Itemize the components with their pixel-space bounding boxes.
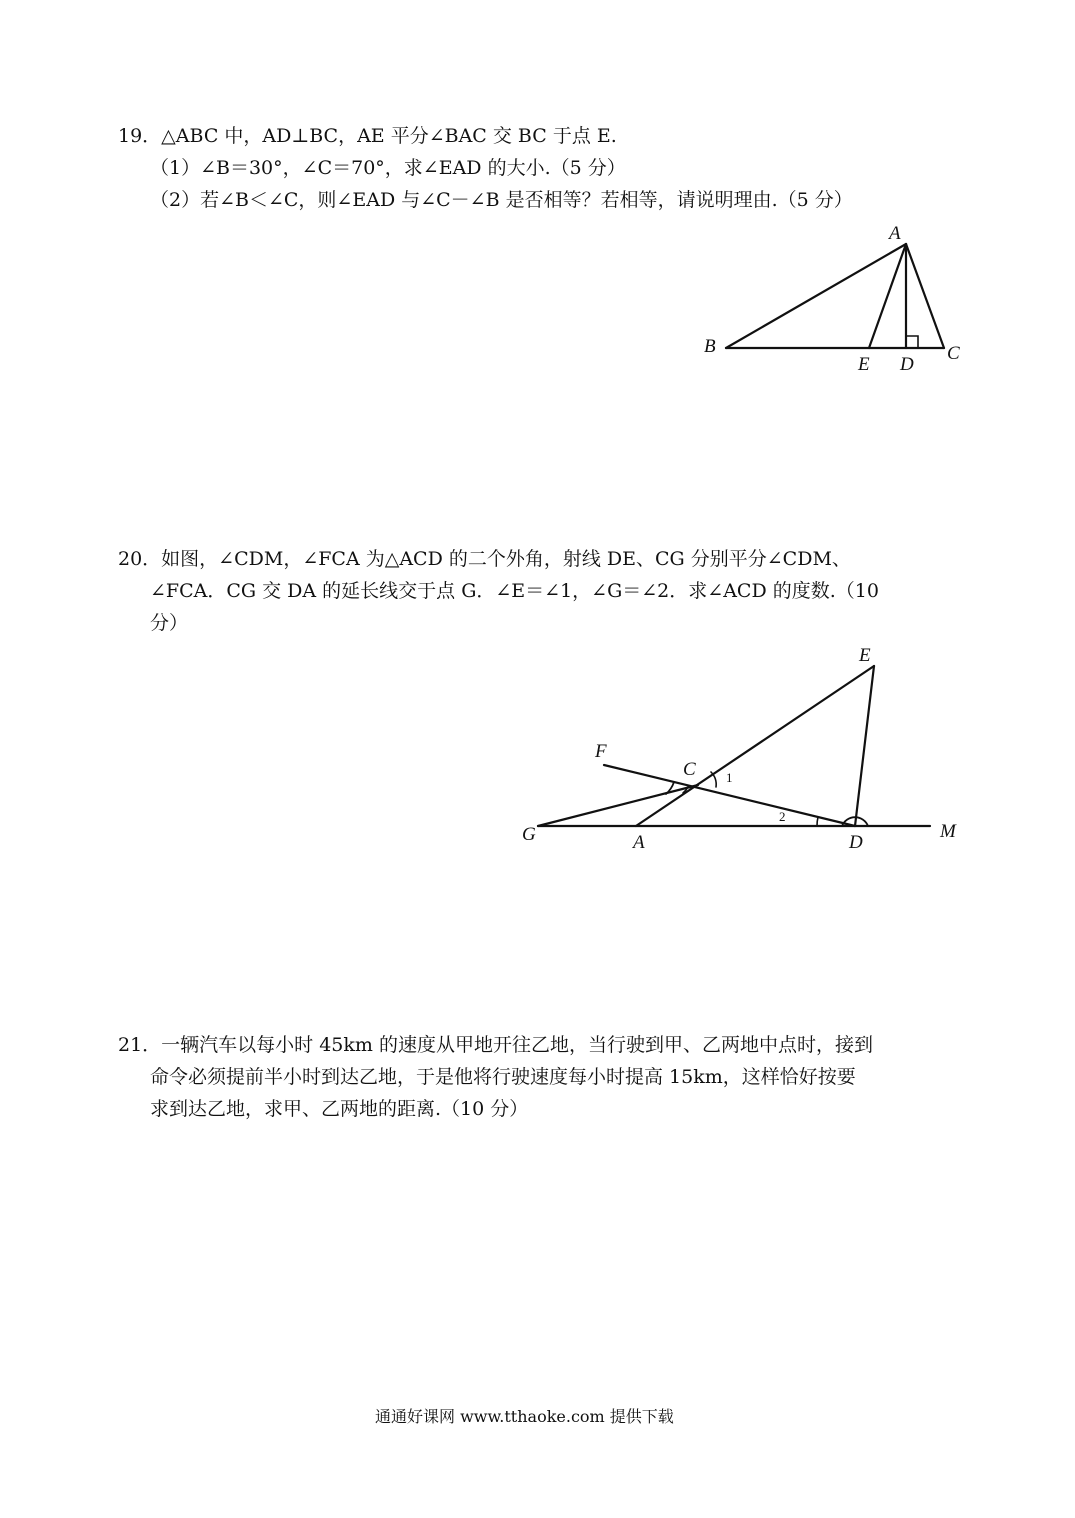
segment-DE <box>855 666 874 826</box>
label-C-20: C <box>683 759 696 780</box>
segment-AE <box>636 666 874 826</box>
problem-20-line1: 20．如图，∠CDM，∠FCA 为△ACD 的二个外角，射线 DE、CG 分别平分∠CDM、 <box>118 548 851 570</box>
label-E-19: E <box>858 354 870 375</box>
problem-19-part1: （1）∠B＝30°，∠C＝70°，求∠EAD 的大小.（5 分） <box>150 157 626 179</box>
label-E-20: E <box>859 645 871 666</box>
segment-AE <box>869 244 906 348</box>
right-angle-mark <box>906 336 918 348</box>
problem-20-line3: 分） <box>150 612 189 634</box>
segment-AC <box>906 244 944 348</box>
label-F-20: F <box>595 741 607 762</box>
angle-arc-2 <box>817 817 818 826</box>
problem-19-stem: 19．△ABC 中，AD⊥BC，AE 平分∠BAC 交 BC 于点 E. <box>118 125 617 147</box>
label-G-20: G <box>522 824 536 845</box>
angle-arc-D <box>842 817 868 826</box>
problem-21-line2: 命令必须提前半小时到达乙地，于是他将行驶速度每小时提高 15km，这样恰好按要 <box>150 1066 856 1088</box>
problem-21-line3: 求到达乙地，求甲、乙两地的距离.（10 分） <box>150 1098 529 1120</box>
angle-arc-C <box>666 782 674 794</box>
label-C-19: C <box>947 343 960 364</box>
label-D-19: D <box>900 354 914 375</box>
segment-AB <box>726 244 906 348</box>
angle-arc-1 <box>711 772 716 787</box>
problem-19-part2: （2）若∠B＜∠C，则∠EAD 与∠C－∠B 是否相等？若相等，请说明理由.（5 分） <box>150 189 853 211</box>
label-angle-2: 2 <box>779 809 786 824</box>
label-D-20: D <box>849 832 863 853</box>
label-M-20: M <box>940 821 956 842</box>
label-A-20: A <box>633 832 645 853</box>
label-B-19: B <box>704 336 716 357</box>
page-footer: 通通好课网 www.tthaoke.com 提供下载 <box>375 1407 674 1426</box>
problem-20-line2: ∠FCA．CG 交 DA 的延长线交于点 G．∠E＝∠1，∠G＝∠2．求∠ACD 的度数.（10 <box>150 580 879 602</box>
label-A-19: A <box>889 223 901 244</box>
label-angle-1: 1 <box>726 770 733 785</box>
problem-21-line1: 21．一辆汽车以每小时 45km 的速度从甲地开往乙地，当行驶到甲、乙两地中点时，接到 <box>118 1034 873 1056</box>
segment-GC <box>538 785 698 826</box>
angle-arc-C2 <box>683 787 688 793</box>
